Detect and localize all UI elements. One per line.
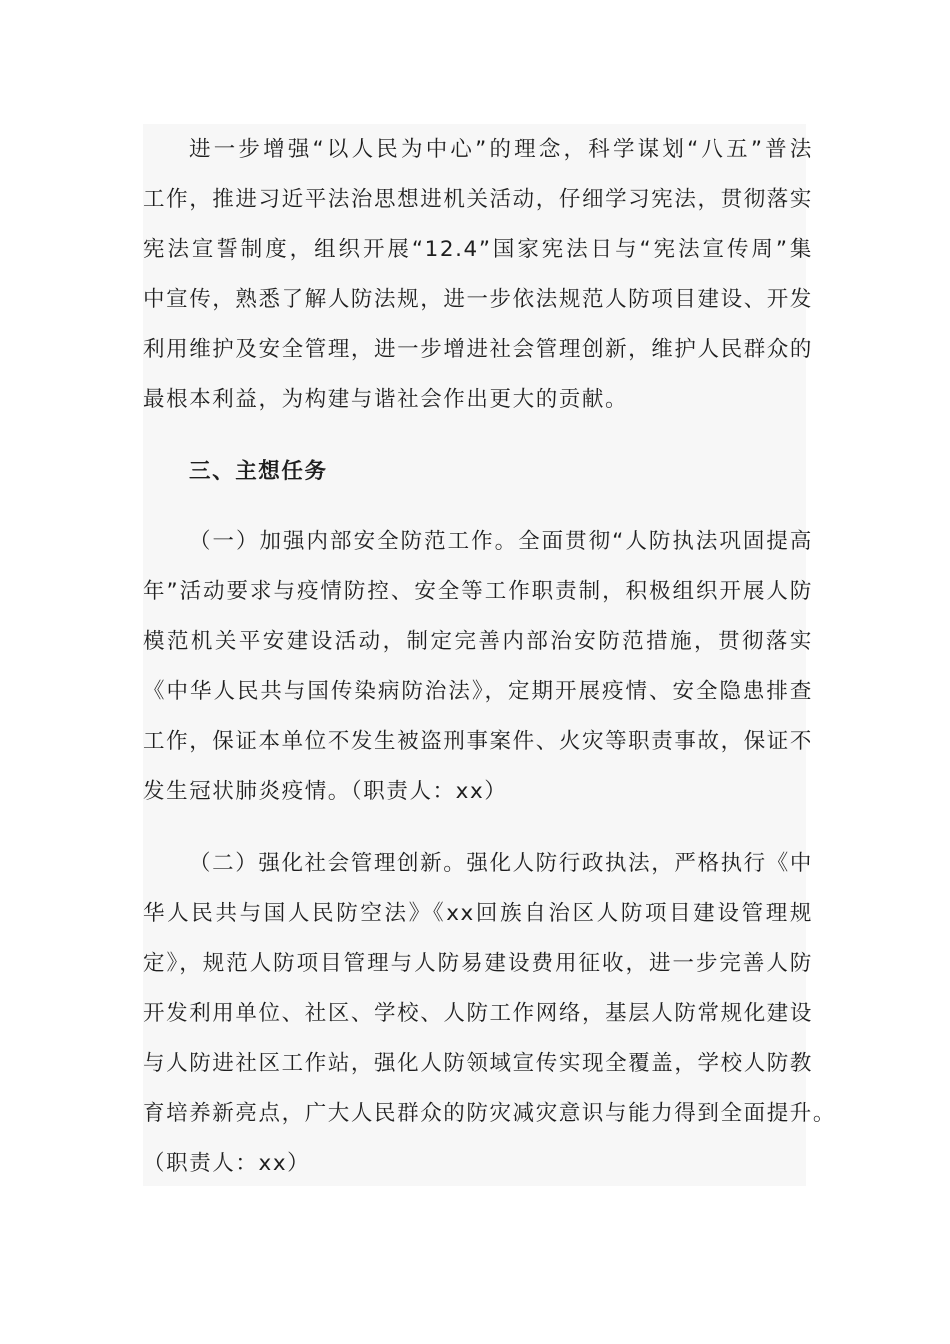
paragraph-1-line-6: 最根本利益，为构建与谐社会作出更大的贡献。 — [143, 387, 629, 412]
section-heading: 三、主想任务 — [189, 459, 328, 484]
paragraph-1-line-2: 工作，推进习近平法治思想进机关活动，仔细学习宪法，贯彻落实 — [143, 187, 813, 212]
paragraph-1-line-4: 中宣传，熟悉了解人防法规，进一步依法规范人防项目建设、开发 — [143, 287, 813, 312]
paragraph-3-line-3: 定》，规范人防项目管理与人防易建设费用征收，进一步完善人防 — [143, 951, 813, 976]
paragraph-2-line-3: 模范机关平安建设活动，制定完善内部治安防范措施，贯彻落实 — [143, 629, 813, 654]
paragraph-3-line-1: （二）强化社会管理创新。强化人防行政执法，严格执行《中 — [189, 851, 813, 876]
paragraph-1-line-3: 宪法宣誓制度，组织开展“12.4”国家宪法日与“宪法宣传周”集 — [143, 237, 813, 262]
paragraph-2-line-4: 《中华人民共与国传染病防治法》，定期开展疫情、安全隐患排查 — [143, 679, 813, 704]
paragraph-2-line-2: 年”活动要求与疫情防控、安全等工作职责制，积极组织开展人防 — [143, 579, 813, 604]
paragraph-3-line-7: （职责人：xx） — [143, 1151, 311, 1176]
paragraph-2-line-1: （一）加强内部安全防范工作。全面贯彻“人防执法巩固提高 — [189, 529, 813, 554]
paragraph-3-line-2: 华人民共与国人民防空法》《xx回族自治区人防项目建设管理规 — [143, 901, 813, 926]
paragraph-2-line-5: 工作，保证本单位不发生被盗刑事案件、火灾等职责事故，保证不 — [143, 729, 813, 754]
document-body — [143, 124, 837, 1186]
paragraph-3-line-4: 开发利用单位、社区、学校、人防工作网络，基层人防常规化建设 — [143, 1001, 813, 1026]
paragraph-3-line-6: 育培养新亮点，广大人民群众的防灾减灾意识与能力得到全面提升。 — [143, 1101, 837, 1126]
paragraph-1-line-1: 进一步增强“以人民为中心”的理念，科学谋划“八五”普法 — [189, 137, 813, 162]
paragraph-3-line-5: 与人防进社区工作站，强化人防领域宣传实现全覆盖，学校人防教 — [143, 1051, 813, 1076]
paragraph-1-line-5: 利用维护及安全管理，进一步增进社会管理创新，维护人民群众的 — [143, 337, 813, 362]
paragraph-2-line-6: 发生冠状肺炎疫情。（职责人：xx） — [143, 779, 508, 804]
